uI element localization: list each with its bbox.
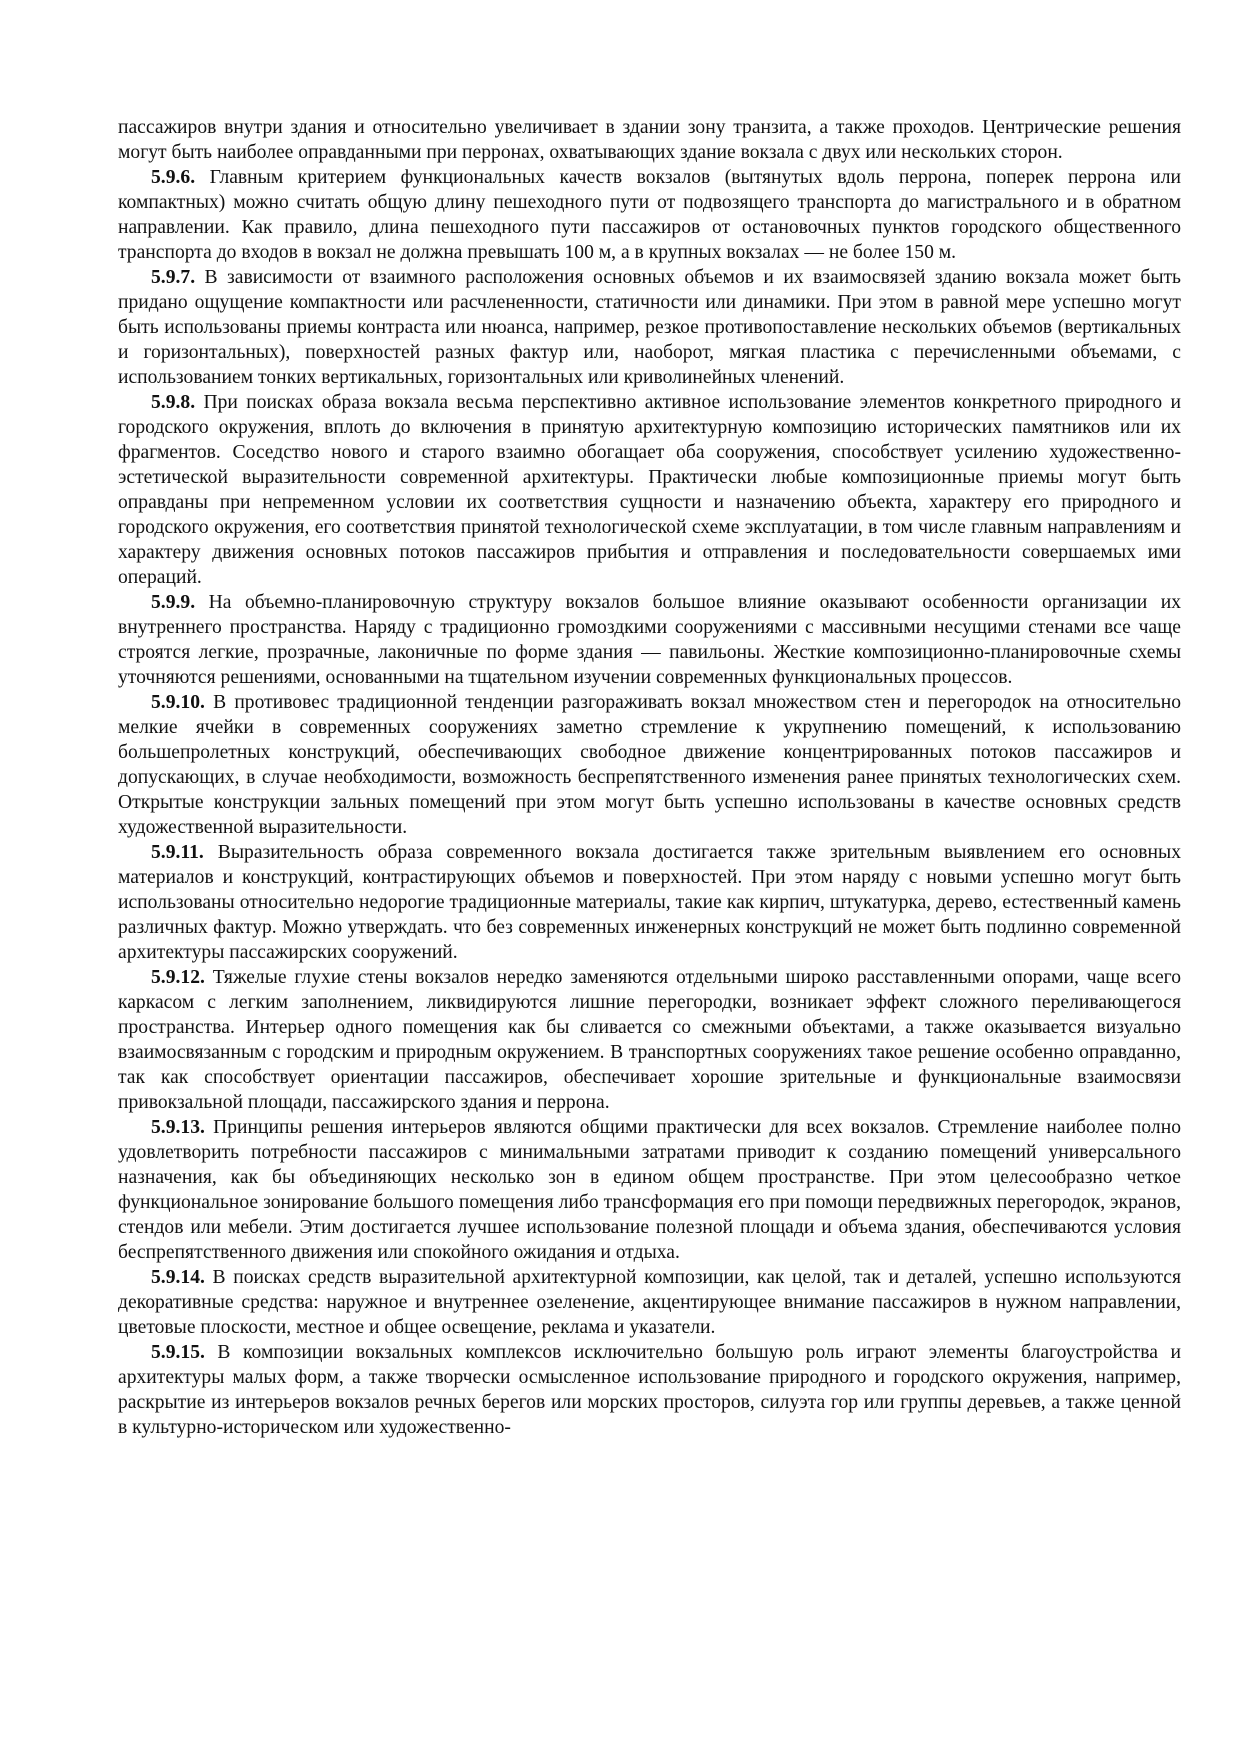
paragraph-5-9-11 — [118, 840, 1181, 965]
paragraph-text: Тяжелые глухие стены вокзалов нередко заменяются отдельными широко расставленными опорами, чаще всего каркасом с легким заполнением, ликвидируются лишние перегородки, возникает эффект сложного переливающегося пространства. Интерьер одного помещения как бы сливается со смежными объектами, а также оказывается визуально взаимосвязанным с городским и природным окружением. В транспортных сооружениях такое решение особенно оправданно, так как способствует ориентации пассажиров, обеспечивает хорошие зрительные и функциональные взаимосвязи привокзальной площади, пассажирского здания и перрона. — [118, 967, 1181, 1113]
section-number: 5.9.13. — [151, 1117, 205, 1138]
paragraph-5-9-13 — [118, 1115, 1181, 1265]
paragraph-text: пассажиров внутри здания и относительно увеличивает в здании зону транзита, а также проходов. Центрические решения могут быть наиболее оправданными при перронах, охватывающих здание вокзала с двух или нескольких сторон. — [118, 117, 1181, 163]
paragraph-5-9-8 — [118, 390, 1181, 590]
section-number: 5.9.7. — [151, 267, 196, 288]
section-number: 5.9.10. — [151, 692, 205, 713]
paragraph-text: В композиции вокзальных комплексов исключительно большую роль играют элементы благоустройства и архитектуры малых форм, а также творчески осмысленное использование природного и городского окружения, например, раскрытие из интерьеров вокзалов речных берегов или морских просторов, силуэта гор или группы деревьев, а также ценной в культурно-историческом или художественно- — [118, 1342, 1181, 1438]
paragraph-text: В поисках средств выразительной архитектурной композиции, как целой, так и деталей, успешно используются декоративные средства: наружное и внутреннее озеленение, акцентирующее внимание пассажиров в нужном направлении, цветовые плоскости, местное и общее освещение, реклама и указатели. — [118, 1267, 1181, 1338]
paragraph-text: Принципы решения интерьеров являются общими практически для всех вокзалов. Стремление наиболее полно удовлетворить потребности пассажиров с минимальными затратами приводит к созданию помещений универсального назначения, как бы объединяющих несколько зон в едином общем пространстве. При этом целесообразно четкое функциональное зонирование большого помещения либо трансформация его при помощи передвижных перегородок, экранов, стендов или мебели. Этим достигается лучшее использование полезной площади и объема здания, обеспечиваются условия беспрепятственного движения или спокойного ожидания и отдыха. — [118, 1117, 1181, 1263]
paragraph-text: Выразительность образа современного вокзала достигается также зрительным выявлением его основных материалов и конструкций, контрастирующих объемов и поверхностей. При этом наряду с новыми успешно могут быть использованы относительно недорогие традиционные материалы, такие как кирпич, штукатурка, дерево, естественный камень различных фактур. Можно утверждать. что без современных инженерных конструкций не может быть подлинно современной архитектуры пассажирских сооружений. — [118, 842, 1181, 963]
paragraph-5-9-15 — [118, 1340, 1181, 1440]
paragraph-text: В противовес традиционной тенденции разгораживать вокзал множеством стен и перегородок на относительно мелкие ячейки в современных сооружениях заметно стремление к укрупнению помещений, к использованию большепролетных конструкций, обеспечивающих свободное движение концентрированных потоков пассажиров и допускающих, в случае необходимости, возможность беспрепятственного изменения ранее принятых технологических схем. Открытые конструкции зальных помещений при этом могут быть успешно использованы в качестве основных средств художественной выразительности. — [118, 692, 1181, 838]
section-number: 5.9.12. — [151, 967, 205, 988]
paragraph-text: При поисках образа вокзала весьма перспективно активное использование элементов конкретного природного и городского окружения, вплоть до включения в принятую архитектурную композицию исторических памятников или их фрагментов. Соседство нового и старого взаимно обогащает оба сооружения, способствует усилению художественно-эстетической выразительности современной архитектуры. Практически любые композиционные приемы могут быть оправданы при непременном условии их соответствия сущности и назначению объекта, характеру его природного и городского окружения, его соответствия принятой технологической схеме эксплуатации, в том числе главным направлениям и характеру движения основных потоков пассажиров прибытия и отправления и последовательности совершаемых ими операций. — [118, 392, 1181, 588]
paragraph-5-9-14 — [118, 1265, 1181, 1340]
paragraph-5-9-6 — [118, 165, 1181, 265]
section-number: 5.9.15. — [151, 1342, 205, 1363]
paragraph-continuation — [118, 115, 1181, 165]
paragraph-text: На объемно-планировочную структуру вокзалов большое влияние оказывают особенности организации их внутреннего пространства. Наряду с традиционно громоздкими сооружениями с массивными несущими стенами все чаще строятся легкие, прозрачные, лаконичные по форме здания — павильоны. Жесткие композиционно-планировочные схемы уточняются решениями, основанными на тщательном изучении современных функциональных процессов. — [118, 592, 1181, 688]
section-number: 5.9.14. — [151, 1267, 205, 1288]
paragraph-text: В зависимости от взаимного расположения основных объемов и их взаимосвязей зданию вокзала может быть придано ощущение компактности или расчлененности, статичности или динамики. При этом в равной мере успешно могут быть использованы приемы контраста или нюанса, например, резкое противопоставление нескольких объемов (вертикальных и горизонтальных), поверхностей разных фактур или, наоборот, мягкая пластика с перечисленными объемами, с использованием тонких вертикальных, горизонтальных или криволинейных членений. — [118, 267, 1181, 388]
paragraph-5-9-7 — [118, 265, 1181, 390]
document-page — [118, 115, 1181, 1440]
section-number: 5.9.9. — [151, 592, 196, 613]
paragraph-text: Главным критерием функциональных качеств вокзалов (вытянутых вдоль перрона, поперек перрона или компактных) можно считать общую длину пешеходного пути от подвозящего транспорта до магистрального и в обратном направлении. Как правило, длина пешеходного пути пассажиров от остановочных пунктов городского общественного транспорта до входов в вокзал не должна превышать 100 м, а в крупных вокзалах — не более 150 м. — [118, 167, 1181, 263]
paragraph-5-9-12 — [118, 965, 1181, 1115]
section-number: 5.9.8. — [151, 392, 196, 413]
section-number: 5.9.6. — [151, 167, 196, 188]
section-number: 5.9.11. — [151, 842, 204, 863]
paragraph-5-9-10 — [118, 690, 1181, 840]
paragraph-5-9-9 — [118, 590, 1181, 690]
